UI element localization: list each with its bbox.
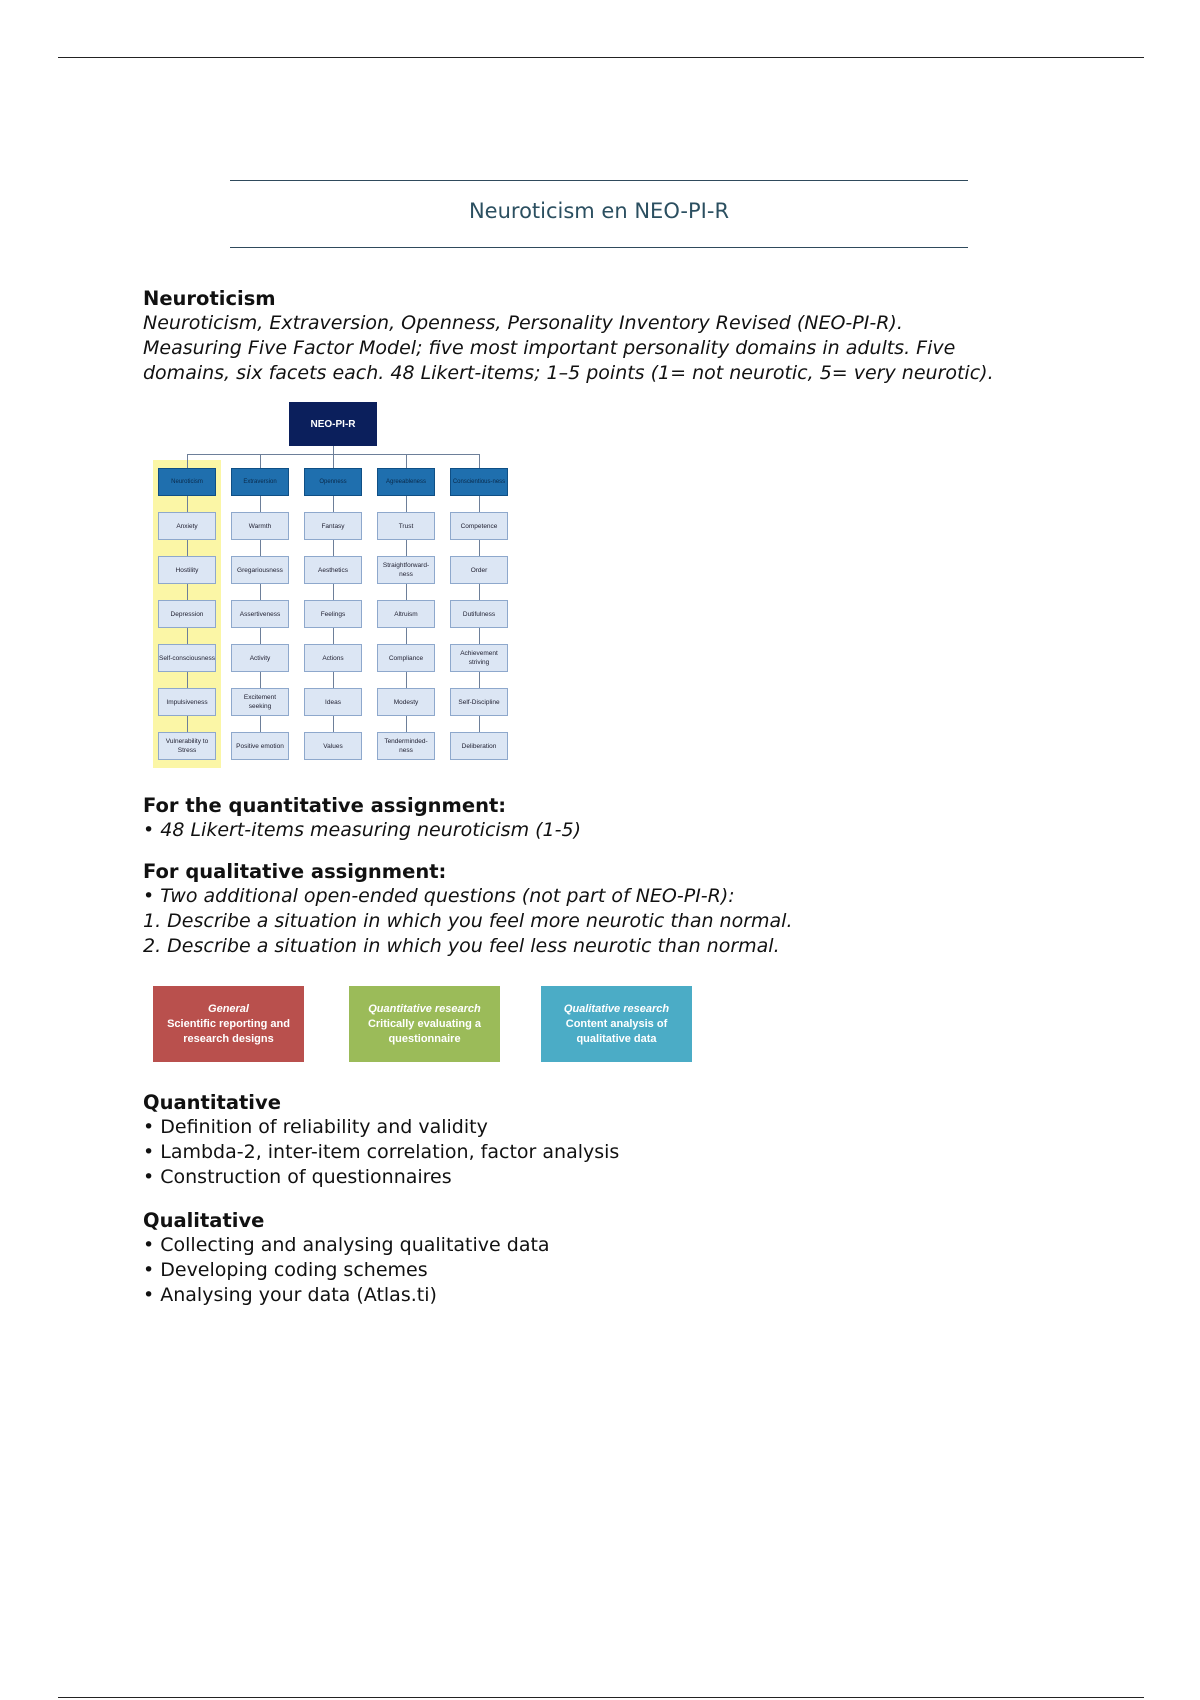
org-chart-facet: Order <box>450 556 508 584</box>
quantitative-section <box>143 1090 1103 1190</box>
org-chart-facet: Altruism <box>377 600 435 628</box>
org-chart-facet: Feelings <box>304 600 362 628</box>
org-chart-facet: Straightforward-ness <box>377 556 435 584</box>
neo-pi-r-org-chart <box>152 402 522 774</box>
qualitative-assignment-section <box>143 859 1103 959</box>
org-chart-facet: Compliance <box>377 644 435 672</box>
quantitative-item: • Lambda-2, inter-item correlation, factor analysis <box>143 1141 620 1163</box>
quantitative-research-box <box>349 986 500 1062</box>
box-line: Content analysis of <box>565 1017 668 1030</box>
intro-line: domains, six facets each. 48 Likert-items; 1–5 points (1= not neurotic, 5= very neurotic). <box>143 362 994 384</box>
qualitative-assignment-item: 2. Describe a situation in which you feel less neurotic than normal. <box>143 935 780 957</box>
org-chart-connector <box>406 454 407 468</box>
org-chart-facet: Values <box>304 732 362 760</box>
box-title: Quantitative research <box>368 1002 481 1015</box>
box-line: questionnaire <box>388 1032 461 1045</box>
bottom-rule <box>58 1697 1144 1698</box>
box-line: Critically evaluating a <box>367 1017 482 1030</box>
qualitative-item: • Collecting and analysing qualitative data <box>143 1234 550 1256</box>
qualitative-assignment-item: 1. Describe a situation in which you feel more neurotic than normal. <box>143 910 793 932</box>
org-chart-connector <box>187 454 188 468</box>
org-chart-facet: Hostility <box>158 556 216 584</box>
org-chart-facet: Self-Discipline <box>450 688 508 716</box>
org-chart-facet: Gregariousness <box>231 556 289 584</box>
quantitative-item: • Construction of questionnaires <box>143 1166 452 1188</box>
title-rule-top <box>230 180 968 181</box>
org-chart-facet: Trust <box>377 512 435 540</box>
org-chart-facet: Impulsiveness <box>158 688 216 716</box>
box-line: Scientific reporting and <box>167 1017 290 1030</box>
org-chart-root: NEO-PI-R <box>289 402 377 446</box>
org-chart-domain: Agreeableness <box>377 468 435 496</box>
org-chart-facet: Ideas <box>304 688 362 716</box>
general-box <box>153 986 304 1062</box>
org-chart-facet: Actions <box>304 644 362 672</box>
quantitative-assignment-item: • 48 Likert-items measuring neuroticism (1-5) <box>143 819 581 841</box>
org-chart-facet: Positive emotion <box>231 732 289 760</box>
org-chart-domain: Openness <box>304 468 362 496</box>
org-chart-domain: Neuroticism <box>158 468 216 496</box>
box-line: qualitative data <box>576 1032 657 1045</box>
org-chart-facet: Modesty <box>377 688 435 716</box>
org-chart-connector <box>333 454 334 468</box>
intro-section <box>143 286 1103 386</box>
box-line: research designs <box>183 1032 274 1045</box>
qualitative-assignment-item: • Two additional open-ended questions (not part of NEO-PI-R): <box>143 885 735 907</box>
org-chart-facet: Anxiety <box>158 512 216 540</box>
org-chart-facet: Excitement seeking <box>231 688 289 716</box>
org-chart-facet: Fantasy <box>304 512 362 540</box>
qualitative-research-box <box>541 986 692 1062</box>
quantitative-heading: Quantitative <box>143 1091 281 1114</box>
qualitative-assignment-heading: For qualitative assignment: <box>143 860 447 883</box>
qualitative-section <box>143 1208 1103 1308</box>
org-chart-connector <box>479 454 480 468</box>
qualitative-item: • Developing coding schemes <box>143 1259 428 1281</box>
quantitative-assignment-section <box>143 793 1103 843</box>
intro-line: Neuroticism, Extraversion, Openness, Personality Inventory Revised (NEO-PI-R). <box>143 312 903 334</box>
intro-line: Measuring Five Factor Model; five most important personality domains in adults. Five <box>143 337 956 359</box>
box-title: General <box>208 1002 249 1015</box>
top-rule <box>58 57 1144 58</box>
org-chart-facet: Deliberation <box>450 732 508 760</box>
org-chart-domain: Extraversion <box>231 468 289 496</box>
quantitative-assignment-heading: For the quantitative assignment: <box>143 794 507 817</box>
org-chart-facet: Aesthetics <box>304 556 362 584</box>
org-chart-facet: Dutifulness <box>450 600 508 628</box>
org-chart-facet: Activity <box>231 644 289 672</box>
org-chart-facet: Warmth <box>231 512 289 540</box>
page-title: Neuroticism en NEO-PI-R <box>468 199 730 223</box>
org-chart-facet: Achievement striving <box>450 644 508 672</box>
org-chart-facet: Self-consciousness <box>158 644 216 672</box>
org-chart-facet: Tenderminded-ness <box>377 732 435 760</box>
org-chart-facet: Depression <box>158 600 216 628</box>
org-chart-facet: Assertiveness <box>231 600 289 628</box>
org-chart-facet: Competence <box>450 512 508 540</box>
intro-heading: Neuroticism <box>143 287 276 310</box>
box-title: Qualitative research <box>563 1002 670 1015</box>
quantitative-item: • Definition of reliability and validity <box>143 1116 488 1138</box>
org-chart-connector <box>260 454 261 468</box>
title-rule-bottom <box>230 247 968 248</box>
qualitative-item: • Analysing your data (Atlas.ti) <box>143 1284 437 1306</box>
org-chart-domain: Conscientious-ness <box>450 468 508 496</box>
org-chart-connector <box>333 446 334 454</box>
org-chart-facet: Vulnerability to Stress <box>158 732 216 760</box>
qualitative-heading: Qualitative <box>143 1209 265 1232</box>
